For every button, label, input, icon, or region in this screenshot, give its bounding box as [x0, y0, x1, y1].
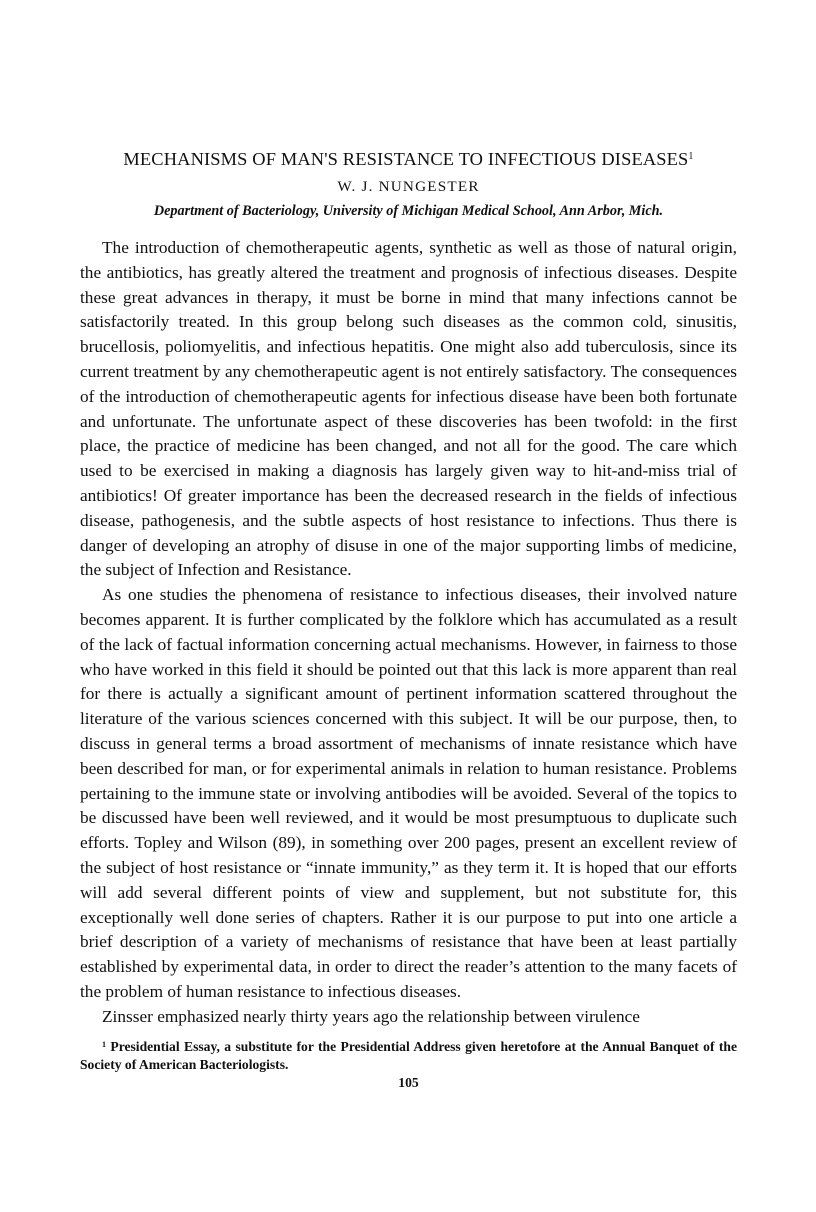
footnote-text: Presidential Essay, a substitute for the Presidential Address given heretofore at the Annual Banquet of the Society of American Bacteriologists.: [80, 1038, 737, 1072]
title-footnote-marker: 1: [688, 151, 694, 162]
article-author: W. J. NUNGESTER: [337, 178, 480, 195]
body-paragraph-1: The introduction of chemotherapeutic agents, synthetic as well as those of natural origin, the antibiotics, has greatly altered the treatment and prognosis of infectious diseases. Despite these great advances in therapy, it must be borne in mind that many infections cannot be satisfactorily treated. In this group belong such diseases as the common cold, sinusitis, brucellosis, poliomyelitis, and infectious hepatitis. One might also add tuberculosis, since its current treatment by any chemotherapeutic agent is not entirely satisfactory. The consequences of the introduction of chemotherapeutic agents for infectious disease have been both fortunate and unfortunate. The unfortunate aspect of these discoveries has been twofold: in the first place, the practice of medicine has been changed, and not all for the good. The care which used to be exercised in making a diagnosis has largely given way to hit-and-miss trial of antibiotics! Of greater importance has been the decreased research in the fields of infectious disease, pathogenesis, and the subtle aspects of host resistance to infections. Thus there is danger of developing an atrophy of disuse in one of the major supporting limbs of medicine, the subject of Infection and Resistance.: [80, 238, 737, 580]
author-affiliation: Department of Bacteriology, University of Michigan Medical School, Ann Arbor, Mich.: [153, 203, 664, 219]
article-page: [80, 148, 737, 1092]
article-title: [80, 148, 737, 170]
article-body: [80, 236, 737, 1030]
footnote-marker: 1: [102, 1039, 106, 1049]
body-paragraph-3: Zinsser emphasized nearly thirty years ago the relationship between virulence: [102, 1006, 640, 1026]
footnotes-section: [80, 1038, 737, 1074]
footnote-1: [80, 1038, 737, 1074]
article-title-text: MECHANISMS OF MAN'S RESISTANCE TO INFECTIOUS DISEASES: [123, 149, 689, 169]
body-paragraph-2: As one studies the phenomena of resistance to infectious diseases, their involved nature becomes apparent. It is further complicated by the folklore which has accumulated as a result of the lack of factual information concerning actual mechanisms. However, in fairness to those who have worked in this field it should be pointed out that this lack is more apparent than real for there is actually a significant amount of pertinent information scattered throughout the literature of the various sciences concerned with this subject. It will be our purpose, then, to discuss in general terms a broad assortment of mechanisms of innate resistance which have been described for man, or for experimental animals in relation to human resistance. Problems pertaining to the immune state or involving antibodies will be avoided. Several of the topics to be discussed have been well reviewed, and it would be most presumptuous to duplicate such efforts. Topley and Wilson (89), in something over 200 pages, present an excellent review of the subject of host resistance or “innate immunity,” as they term it. It is hoped that our efforts will add several different points of view and supplement, but not substitute for, this exceptionally well done series of chapters. Rather it is our purpose to put into one article a brief description of a variety of mechanisms of resistance that have been at least partially established by experimental data, in order to direct the reader’s attention to the many facets of the problem of human resistance to infectious diseases.: [80, 585, 737, 1001]
page-number: 105: [398, 1074, 419, 1090]
